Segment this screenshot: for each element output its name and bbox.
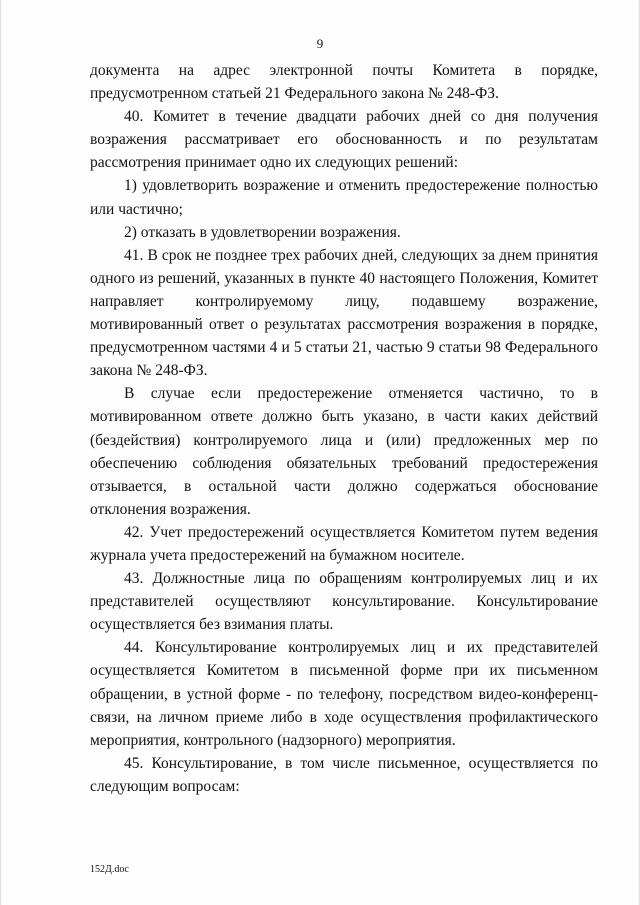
file-name-footer: 152Д.doc [90, 864, 129, 875]
document-body [90, 59, 598, 798]
paragraph-40-item-1: 1) удовлетворить возражение и отменить предостережение полностью или частично; [90, 177, 598, 218]
paragraph-continuation: документа на адрес электронной почты Комитета в порядке, предусмотренном статьей 21 Федерального закона № 248-ФЗ. [90, 62, 598, 103]
paragraph-40-item-2: 2) отказать в удовлетворении возражения. [124, 223, 401, 241]
paragraph-41-partial-cancel: В случае если предостережение отменяется частично, то в мотивированном ответе должно быть указано, в части каких действий (бездействия) контролируемого лица и (или) предложенных мер по обеспечению соблюдения обязательных требований предостережения отзывается, в остальной части должно содержаться обоснование отклонения возражения. [90, 385, 598, 518]
paragraph-44: 44. Консультирование контролируемых лиц и их представителей осуществляется Комитетом в письменной форме при их письменном обращении, в устной форме - по телефону, посредством видео-конференц-связи, на личном приеме либо в ходе осуществления профилактического мероприятия, контрольного (надзорного) мероприятия. [90, 639, 598, 749]
paragraph-40: 40. Комитет в течение двадцати рабочих дней со дня получения возражения рассматривает его обоснованность и по результатам рассмотрения принимает одно их следующих решений: [90, 108, 598, 172]
page-number: 9 [316, 36, 324, 51]
paragraph-45: 45. Консультирование, в том числе письменное, осуществляется по следующим вопросам: [90, 754, 598, 795]
paragraph-42: 42. Учет предостережений осуществляется Комитетом путем ведения журнала учета предостережений на бумажном носителе. [90, 523, 598, 564]
paragraph-43: 43. Должностные лица по обращениям контролируемых лиц и их представителей осуществляют консультирование. Консультирование осуществляется без взимания платы. [90, 570, 598, 634]
scan-edge-left [0, 0, 2, 905]
paragraph-41: 41. В срок не позднее трех рабочих дней, следующих за днем принятия одного из решений, указанных в пункте 40 настоящего Положения, Комитет направляет контролируемому лицу, подавшему возражение, мотивированный ответ о результатах рассмотрения возражения в порядке, предусмотренном частями 4 и 5 статьи 21, частью 9 статьи 98 Федерального закона № 248-ФЗ. [90, 246, 598, 380]
